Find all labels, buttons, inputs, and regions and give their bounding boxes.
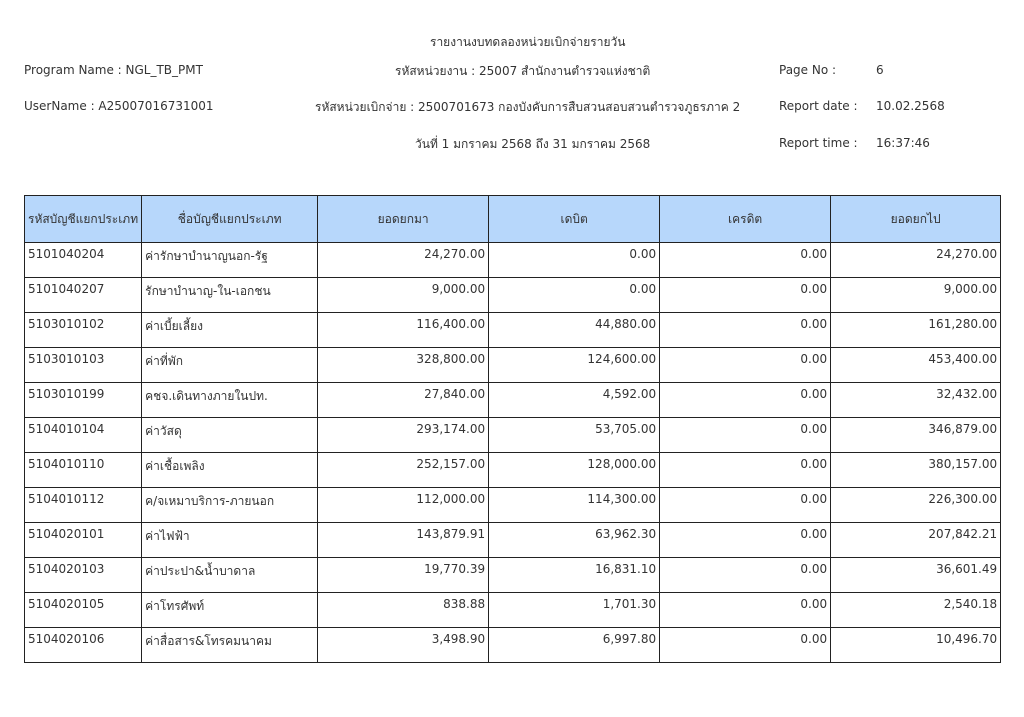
report-period: วันที่ 1 มกราคม 2568 ถึง 31 มกราคม 2568 — [415, 137, 651, 151]
cell-debit: 63,962.30 — [489, 523, 660, 558]
cell-debit: 4,592.00 — [489, 383, 660, 418]
agency: รหัสหน่วยงาน : 25007 สำนักงานตำรวจแห่งชาติ — [395, 64, 651, 78]
table-row — [25, 628, 1001, 663]
cell-account-code: 5103010102 — [25, 313, 142, 348]
cell-carried-forward: 10,496.70 — [831, 628, 1001, 663]
cell-carried-forward: 161,280.00 — [831, 313, 1001, 348]
username: UserName : A25007016731001 — [24, 99, 214, 113]
col-account-name: ชื่อบัญชีแยกประเภท — [142, 196, 318, 243]
table-row — [25, 243, 1001, 278]
cell-account-name: รักษาบำนาญ-ใน-เอกชน — [142, 278, 318, 313]
cell-account-name: ค่าวัสดุ — [142, 418, 318, 453]
report-time: 16:37:46 — [876, 136, 930, 150]
cell-debit: 0.00 — [489, 243, 660, 278]
page-no-label: Page No : — [779, 63, 837, 77]
cell-brought-forward: 24,270.00 — [318, 243, 489, 278]
cell-credit: 0.00 — [660, 593, 831, 628]
cell-carried-forward: 380,157.00 — [831, 453, 1001, 488]
cell-account-name: ค/จเหมาบริการ-ภายนอก — [142, 488, 318, 523]
cell-brought-forward: 3,498.90 — [318, 628, 489, 663]
cell-account-name: ค่าเชื้อเพลิง — [142, 453, 318, 488]
cell-credit: 0.00 — [660, 418, 831, 453]
cell-brought-forward: 252,157.00 — [318, 453, 489, 488]
table-header-row — [25, 196, 1001, 243]
cell-debit: 44,880.00 — [489, 313, 660, 348]
cell-account-code: 5104010110 — [25, 453, 142, 488]
cell-account-code: 5104020101 — [25, 523, 142, 558]
cell-debit: 6,997.80 — [489, 628, 660, 663]
cell-brought-forward: 19,770.39 — [318, 558, 489, 593]
cell-account-name: ค่าสื่อสาร&โทรคมนาคม — [142, 628, 318, 663]
cell-credit: 0.00 — [660, 558, 831, 593]
cell-carried-forward: 9,000.00 — [831, 278, 1001, 313]
cell-brought-forward: 328,800.00 — [318, 348, 489, 383]
cell-account-name: ค่าโทรศัพท์ — [142, 593, 318, 628]
cell-carried-forward: 36,601.49 — [831, 558, 1001, 593]
cell-account-code: 5103010199 — [25, 383, 142, 418]
cell-account-code: 5101040204 — [25, 243, 142, 278]
cell-credit: 0.00 — [660, 243, 831, 278]
table-row — [25, 348, 1001, 383]
cell-account-name: ค่าเบี้ยเลี้ยง — [142, 313, 318, 348]
cell-credit: 0.00 — [660, 348, 831, 383]
cell-brought-forward: 293,174.00 — [318, 418, 489, 453]
cell-carried-forward: 24,270.00 — [831, 243, 1001, 278]
col-debit: เดบิต — [489, 196, 660, 243]
cell-credit: 0.00 — [660, 313, 831, 348]
cell-debit: 1,701.30 — [489, 593, 660, 628]
page-no: 6 — [876, 63, 884, 77]
col-account-code: รหัสบัญชีแยกประเภท — [25, 196, 142, 243]
cell-debit: 114,300.00 — [489, 488, 660, 523]
cell-credit: 0.00 — [660, 453, 831, 488]
table-row — [25, 418, 1001, 453]
cell-brought-forward: 27,840.00 — [318, 383, 489, 418]
table-row — [25, 488, 1001, 523]
cell-carried-forward: 226,300.00 — [831, 488, 1001, 523]
disbursing-unit: รหัสหน่วยเบิกจ่าย : 2500701673 กองบังคับการสืบสวนสอบสวนตำรวจภูธรภาค 2 — [315, 100, 741, 114]
program-name: Program Name : NGL_TB_PMT — [24, 63, 203, 77]
table-row — [25, 453, 1001, 488]
cell-brought-forward: 838.88 — [318, 593, 489, 628]
table-row — [25, 278, 1001, 313]
cell-credit: 0.00 — [660, 628, 831, 663]
cell-debit: 0.00 — [489, 278, 660, 313]
cell-account-name: ค่าไฟฟ้า — [142, 523, 318, 558]
cell-credit: 0.00 — [660, 278, 831, 313]
cell-account-name: ค่าที่พัก — [142, 348, 318, 383]
trial-balance-table — [24, 195, 1001, 663]
cell-brought-forward: 9,000.00 — [318, 278, 489, 313]
cell-debit: 53,705.00 — [489, 418, 660, 453]
cell-account-name: ค่าประปา&น้ำบาดาล — [142, 558, 318, 593]
cell-debit: 128,000.00 — [489, 453, 660, 488]
table-row — [25, 558, 1001, 593]
cell-account-code: 5104010112 — [25, 488, 142, 523]
cell-account-name: คชจ.เดินทางภายในปท. — [142, 383, 318, 418]
cell-debit: 124,600.00 — [489, 348, 660, 383]
table-row — [25, 313, 1001, 348]
report-date: 10.02.2568 — [876, 99, 945, 113]
cell-credit: 0.00 — [660, 488, 831, 523]
cell-carried-forward: 207,842.21 — [831, 523, 1001, 558]
report-title: รายงานงบทดลองหน่วยเบิกจ่ายรายวัน — [430, 35, 626, 49]
cell-brought-forward: 116,400.00 — [318, 313, 489, 348]
cell-debit: 16,831.10 — [489, 558, 660, 593]
report-date-label: Report date : — [779, 99, 858, 113]
cell-account-name: ค่ารักษาบำนาญนอก-รัฐ — [142, 243, 318, 278]
cell-credit: 0.00 — [660, 383, 831, 418]
cell-account-code: 5104020106 — [25, 628, 142, 663]
cell-account-code: 5104020103 — [25, 558, 142, 593]
col-brought-forward: ยอดยกมา — [318, 196, 489, 243]
cell-account-code: 5104010104 — [25, 418, 142, 453]
cell-account-code: 5101040207 — [25, 278, 142, 313]
cell-carried-forward: 346,879.00 — [831, 418, 1001, 453]
cell-account-code: 5104020105 — [25, 593, 142, 628]
report-time-label: Report time : — [779, 136, 858, 150]
col-carried-forward: ยอดยกไป — [831, 196, 1001, 243]
cell-carried-forward: 453,400.00 — [831, 348, 1001, 383]
cell-carried-forward: 32,432.00 — [831, 383, 1001, 418]
cell-brought-forward: 112,000.00 — [318, 488, 489, 523]
cell-account-code: 5103010103 — [25, 348, 142, 383]
col-credit: เครดิต — [660, 196, 831, 243]
cell-credit: 0.00 — [660, 523, 831, 558]
table-row — [25, 593, 1001, 628]
cell-carried-forward: 2,540.18 — [831, 593, 1001, 628]
table-row — [25, 523, 1001, 558]
cell-brought-forward: 143,879.91 — [318, 523, 489, 558]
table-row — [25, 383, 1001, 418]
